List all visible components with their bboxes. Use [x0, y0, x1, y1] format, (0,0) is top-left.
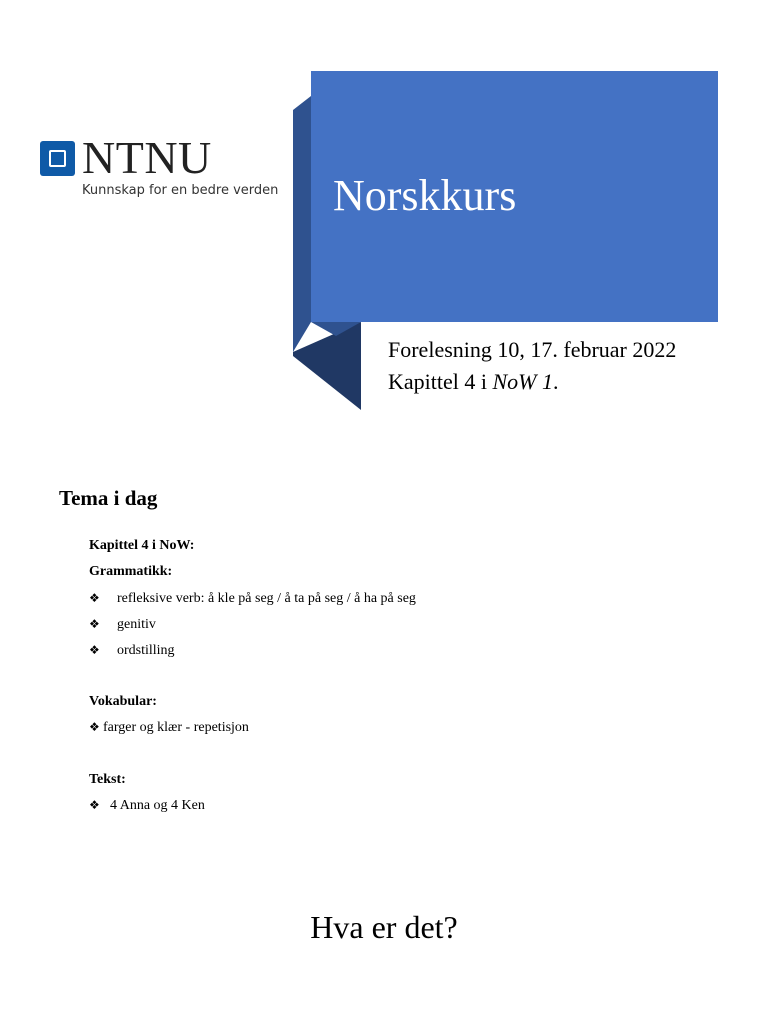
closing-question: Hva er det? [310, 909, 458, 945]
list-item [89, 796, 205, 815]
vocab-label: Vokabular: [89, 694, 157, 709]
diamond-bullet-icon: ❖ [89, 643, 100, 657]
diamond-bullet-icon: ❖ [89, 798, 100, 812]
list-item-text: ordstilling [117, 643, 175, 658]
list-item [89, 615, 156, 634]
diamond-bullet-icon: ❖ [89, 617, 100, 631]
banner-fold-back [293, 96, 311, 352]
grammar-label: Grammatikk: [89, 564, 173, 579]
book-title: NoW 1 [492, 369, 553, 394]
list-item-text: farger og klær - repetisjon [103, 720, 249, 735]
lecture-info: Forelesning 10, 17. februar 2022 [388, 337, 677, 362]
list-item-text: refleksive verb: å kle på seg / å ta på seg / å ha på seg [117, 591, 416, 606]
list-item-text: 4 Anna og 4 Ken [110, 798, 205, 813]
text-label: Tekst: [89, 772, 126, 787]
chapter-info-suffix: . [552, 369, 559, 394]
logo-wordmark: NTNU [82, 132, 212, 183]
list-item [89, 718, 249, 737]
diamond-bullet-icon: ❖ [89, 720, 100, 734]
chapter-info-prefix: Kapittel 4 i [388, 369, 493, 394]
logo-tagline: Kunnskap for en bedre verden [82, 183, 279, 198]
list-item-text: genitiv [117, 617, 156, 632]
list-item [89, 641, 175, 660]
chapter-info [388, 368, 558, 396]
chapter-label: Kapittel 4 i NoW: [89, 538, 195, 553]
list-item [89, 589, 416, 608]
diamond-bullet-icon: ❖ [89, 591, 100, 605]
agenda-heading: Tema i dag [59, 486, 158, 510]
banner-fold-tail [293, 322, 361, 410]
page-title: Norskkurs [333, 171, 517, 220]
